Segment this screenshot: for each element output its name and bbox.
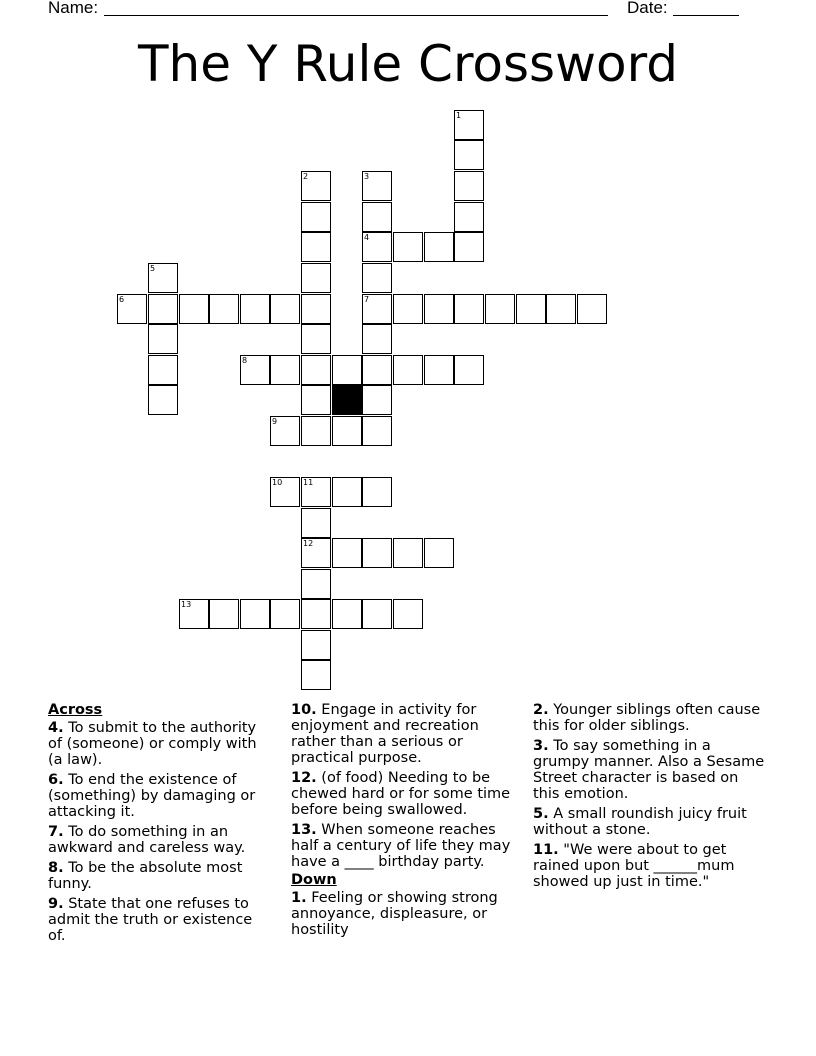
clue-number-9: 9 — [272, 417, 278, 426]
grid-cell[interactable] — [393, 538, 423, 568]
grid-cell[interactable] — [270, 599, 300, 629]
grid-cell[interactable] — [301, 232, 331, 262]
clues-column-3 — [533, 702, 768, 894]
black-grid-cell — [332, 385, 362, 415]
grid-cell[interactable] — [148, 324, 178, 354]
clue-across-9: 9. State that one refuses to admit the truth or existence of. — [48, 896, 253, 944]
clues-column-2 — [291, 702, 523, 942]
grid-cell[interactable] — [424, 355, 454, 385]
grid-cell[interactable] — [454, 294, 484, 324]
grid-cell[interactable] — [332, 538, 362, 568]
grid-cell[interactable] — [454, 232, 484, 262]
grid-cell[interactable] — [362, 202, 392, 232]
grid-cell[interactable] — [362, 263, 392, 293]
clue-across-4: 4. To submit to the authority of (someone) or comply with (a law). — [48, 720, 257, 768]
grid-cell[interactable] — [485, 294, 515, 324]
grid-cell[interactable] — [362, 385, 392, 415]
grid-cell[interactable] — [270, 355, 300, 385]
grid-cell[interactable] — [270, 294, 300, 324]
clue-down-1: 1. Feeling or showing strong annoyance, displeasure, or hostility — [291, 890, 498, 938]
clue-number-5: 5 — [150, 264, 156, 273]
clue-down-2: 2. Younger siblings often cause this for older siblings. — [533, 702, 761, 734]
clue-number-11: 11 — [303, 478, 314, 487]
grid-cell[interactable] — [301, 569, 331, 599]
clue-number-2: 2 — [303, 172, 309, 181]
clue-across-12: 12. (of food) Needing to be chewed hard or for some time before being swallowed. — [291, 770, 511, 818]
grid-cell[interactable] — [240, 599, 270, 629]
grid-cell[interactable] — [424, 294, 454, 324]
grid-cell[interactable] — [454, 355, 484, 385]
grid-cell[interactable] — [424, 232, 454, 262]
grid-cell[interactable] — [301, 630, 331, 660]
grid-cell[interactable] — [209, 599, 239, 629]
clue-number-12: 12 — [303, 539, 314, 548]
grid-cell[interactable] — [362, 416, 392, 446]
grid-cell[interactable] — [179, 294, 209, 324]
grid-cell[interactable] — [362, 538, 392, 568]
grid-cell[interactable] — [301, 263, 331, 293]
across-heading: Across — [48, 702, 103, 718]
grid-cell[interactable] — [301, 324, 331, 354]
clue-number-3: 3 — [364, 172, 370, 181]
grid-cell[interactable] — [454, 202, 484, 232]
grid-cell[interactable] — [577, 294, 607, 324]
grid-cell[interactable] — [301, 385, 331, 415]
grid-cell[interactable] — [301, 355, 331, 385]
grid-cell[interactable] — [546, 294, 576, 324]
grid-cell[interactable] — [362, 477, 392, 507]
clue-across-7: 7. To do something in an awkward and careless way. — [48, 824, 246, 856]
grid-cell[interactable] — [332, 477, 362, 507]
grid-cell[interactable] — [301, 508, 331, 538]
clue-number-10: 10 — [272, 478, 283, 487]
clue-down-5: 5. A small roundish juicy fruit without a stone. — [533, 806, 747, 838]
grid-cell[interactable] — [362, 355, 392, 385]
clue-across-10: 10. Engage in activity for enjoyment and recreation rather than a serious or practical purpose. — [291, 702, 479, 766]
grid-cell[interactable] — [424, 538, 454, 568]
grid-cell[interactable] — [454, 171, 484, 201]
clue-number-13: 13 — [181, 600, 192, 609]
grid-cell[interactable] — [301, 660, 331, 690]
grid-cell[interactable] — [209, 294, 239, 324]
grid-cell[interactable] — [393, 355, 423, 385]
grid-cell[interactable] — [332, 416, 362, 446]
clue-number-8: 8 — [242, 356, 248, 365]
clue-number-1: 1 — [456, 111, 462, 120]
clues-column-1 — [48, 702, 273, 948]
grid-cell[interactable] — [362, 599, 392, 629]
grid-cell[interactable] — [332, 355, 362, 385]
page-title: The Y Rule Crossword — [137, 35, 678, 93]
date-label: Date: — [627, 0, 668, 17]
grid-cell[interactable] — [301, 416, 331, 446]
down-heading: Down — [291, 872, 337, 888]
clue-number-7: 7 — [364, 295, 370, 304]
clue-number-4: 4 — [364, 233, 370, 242]
grid-cell[interactable] — [148, 294, 178, 324]
grid-cell[interactable] — [362, 324, 392, 354]
grid-cell[interactable] — [301, 599, 331, 629]
clue-across-13: 13. When someone reaches half a century of life they may have a ____ birthday party. — [291, 822, 511, 870]
name-label: Name: — [48, 0, 99, 17]
clue-number-6: 6 — [119, 295, 125, 304]
clue-across-8: 8. To be the absolute most funny. — [48, 860, 243, 892]
grid-cell[interactable] — [393, 294, 423, 324]
grid-cell[interactable] — [393, 599, 423, 629]
grid-cell[interactable] — [393, 232, 423, 262]
grid-cell[interactable] — [148, 385, 178, 415]
clue-down-3: 3. To say something in a grumpy manner. Also a Sesame Street character is based on this emotion. — [533, 738, 765, 802]
grid-cell[interactable] — [148, 355, 178, 385]
grid-cell[interactable] — [516, 294, 546, 324]
clue-down-11: 11. "We were about to get rained upon but ______mum showed up just in time." — [533, 842, 735, 890]
grid-cell[interactable] — [454, 140, 484, 170]
clue-across-6: 6. To end the existence of (something) by damaging or attacking it. — [48, 772, 256, 820]
grid-cell[interactable] — [332, 599, 362, 629]
grid-cell[interactable] — [301, 202, 331, 232]
grid-cell[interactable] — [301, 294, 331, 324]
grid-cell[interactable] — [240, 294, 270, 324]
